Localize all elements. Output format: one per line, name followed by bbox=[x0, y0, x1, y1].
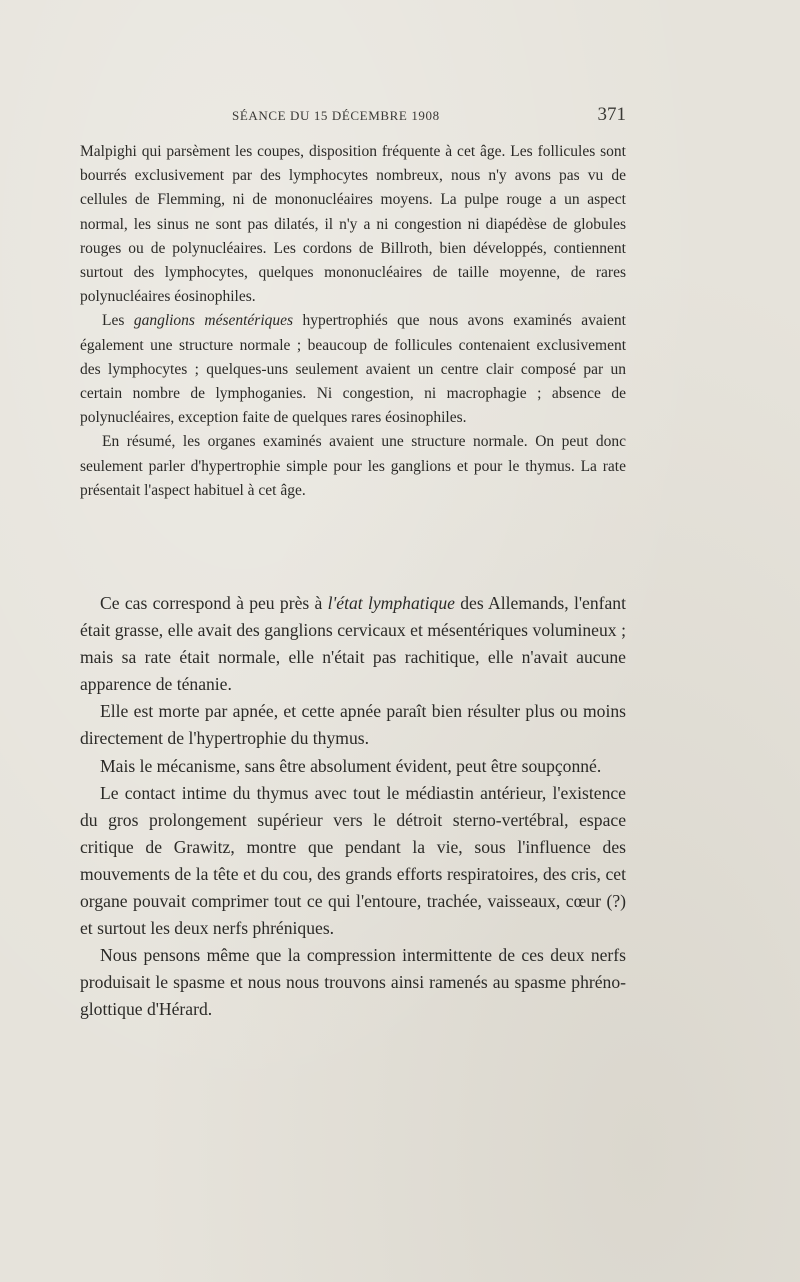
running-header bbox=[80, 104, 626, 130]
paragraph-lead: Ce cas correspond à peu près à bbox=[100, 593, 328, 613]
paragraph-mechanism: Mais le mécanisme, sans être absolument évident, peut être soupçonné. bbox=[100, 755, 602, 776]
running-title: SÉANCE DU 15 DÉCEMBRE 1908 bbox=[232, 108, 440, 123]
paragraph-spleen-follicles: Malpighi qui parsèment les coupes, disposition fréquente à cet âge. Les follicules sont bourrés exclusivement par des lymphocytes nombreux, nous n'y avons pas vu de cellules de Flemming, ni de mononucléaires moyens. La pulpe rouge a un aspect normal, les sinus ne sont pas dilatés, il n'y a ni congestion ni diapédèse de globules rouges ou de polynucléaires. Les cordons de Billroth, bien développés, contiennent surtout des lymphocytes, quelques mononucléaires de taille moyenne, de rares polynucléaires éosinophiles. bbox=[80, 143, 626, 306]
page-number: 371 bbox=[597, 104, 626, 125]
paragraph-lymphatic-state bbox=[80, 590, 626, 698]
main-text-section bbox=[80, 590, 626, 1024]
paragraph-rest: hypertrophiés que nous avons examinés avaient également une structure normale ; beaucoup de follicules contenaient exclusivement des lymphocytes ; quelques-uns seulement avaient un centre clair composé par un certain nombre de lymphoganies. Ni congestion, ni macrophagie ; absence de polynucléaires, exception faite de quelques rares éosinophiles. bbox=[80, 312, 626, 427]
small-print-section bbox=[80, 140, 626, 503]
paragraph-mesenteric-ganglia bbox=[80, 309, 626, 430]
paragraph-lead: Les bbox=[102, 312, 134, 330]
paragraph-phrenic-compression: Nous pensons même que la compression intermittente de ces deux nerfs produisait le spasme et nous nous trouvons ainsi ramenés au spasme phréno-glottique d'Hérard. bbox=[80, 945, 626, 1020]
paragraph-rest: des Allemands, l'enfant était grasse, elle avait des ganglions cervicaux et mésentériques volumineux ; mais sa rate était normale, elle n'était pas rachitique, elle n'avait aucune apparence de ténanie. bbox=[80, 593, 626, 695]
paragraph-thymus-contact: Le contact intime du thymus avec tout le médiastin antérieur, l'existence du gros prolongement supérieur vers le détroit sterno-vertébral, espace critique de Grawitz, montre que pendant la vie, sous l'influence des mouvements de la tête et du cou, des grands efforts respiratoires, des cris, cet organe pouvait comprimer tout ce qui l'entoure, trachée, vaisseaux, cœur (?) et surtout les deux nerfs phréniques. bbox=[80, 782, 626, 939]
italic-term: l'état lymphatique bbox=[327, 593, 455, 613]
paragraph-apnea: Elle est morte par apnée, et cette apnée paraît bien résulter plus ou moins directement de l'hypertrophie du thymus. bbox=[80, 701, 626, 749]
italic-term: ganglions mésentériques bbox=[133, 312, 294, 330]
paragraph-summary: En résumé, les organes examinés avaient une structure normale. On peut donc seulement parler d'hypertrophie simple pour les ganglions et pour le thymus. La rate présentait l'aspect habituel à cet âge. bbox=[80, 433, 626, 499]
